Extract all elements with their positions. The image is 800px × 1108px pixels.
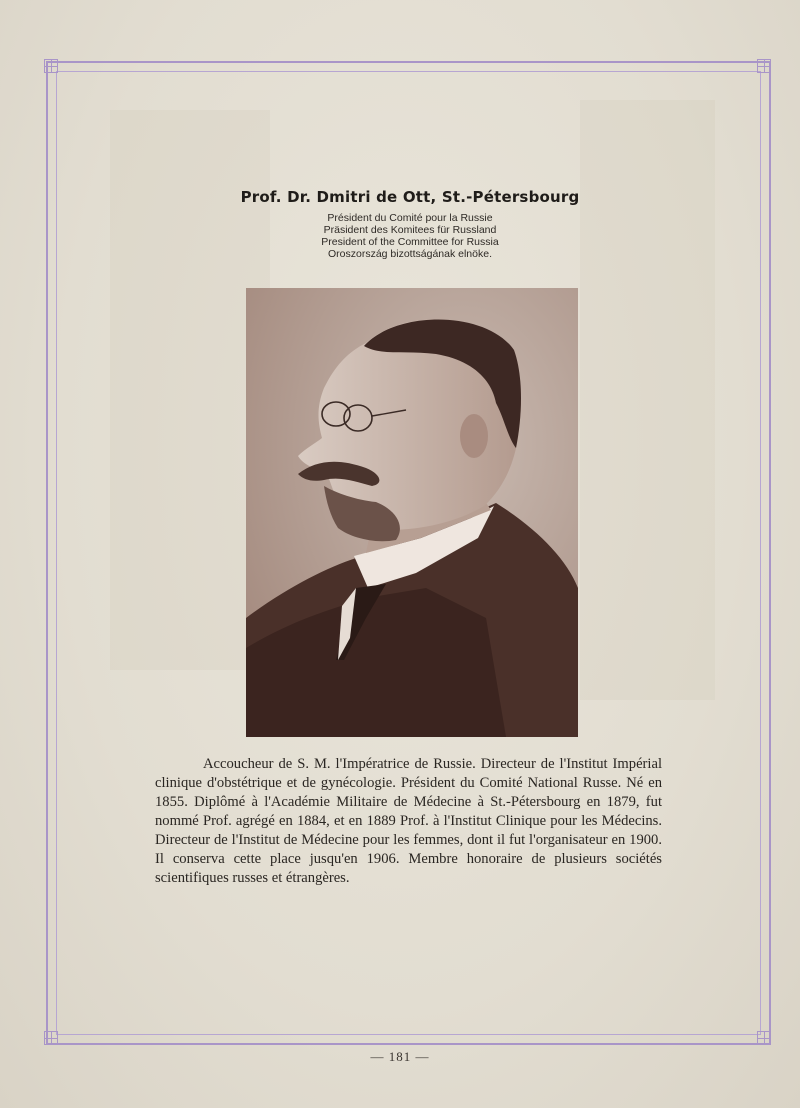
page-number: — 181 — bbox=[370, 1049, 430, 1064]
biography-paragraph: Accoucheur de S. M. l'Impératrice de Russie. Directeur de l'Institut Impérial clinique d'obstétrique et de gynécologie. Président du Comité National Russe. Né en 1855. Diplômé à l'Académie Militaire de Médecine à St.-Pétersbourg en 1879, fut nommé Prof. agrégé en 1884, et en 1889 Prof. à l'Institut Clinique pour les Médecins. Directeur de l'Institut de Médecine pour les femmes, dont il fut l'organisateur en 1900. Il conserva cette place jusqu'en 1906. Membre honoraire de plusieurs sociétés scientifiques russes et étrangères. bbox=[155, 756, 662, 886]
subtitle-hu: Oroszország bizottságának elnöke. bbox=[327, 248, 492, 260]
frame-corner-ornament bbox=[757, 59, 771, 73]
portrait-illustration bbox=[246, 288, 578, 737]
subtitle-en: President of the Committee for Russia bbox=[321, 236, 499, 248]
heading-block bbox=[150, 188, 670, 260]
subtitle-fr: Président du Comité pour la Russie bbox=[327, 212, 493, 224]
page-title: Prof. Dr. Dmitri de Ott, St.-Pétersbourg bbox=[240, 188, 580, 206]
frame-corner-ornament bbox=[44, 59, 58, 73]
frame-corner-ornament bbox=[44, 1031, 58, 1045]
frame-corner-ornament bbox=[757, 1031, 771, 1045]
portrait-photo bbox=[246, 288, 578, 737]
subtitle-de: Präsident des Komitees für Russland bbox=[323, 224, 497, 236]
